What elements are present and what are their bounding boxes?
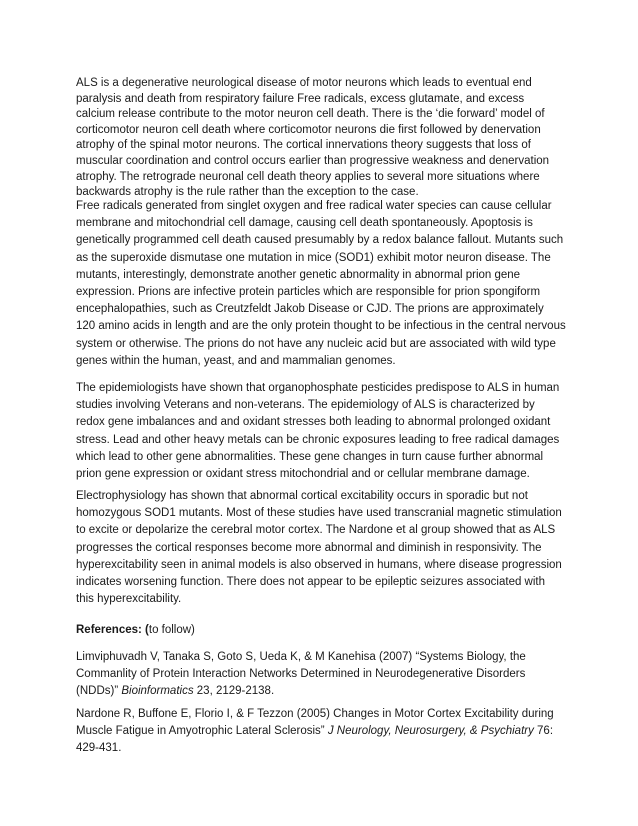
references-heading (76, 622, 566, 639)
reference-text: Limviphuvadh V, Tanaka S, Goto S, Ueda K, & M Kanehisa (2007) “Systems Biology, the Commanlity of Protein Interaction Networks Determined in Neurodegenerative Disorders (NDDs)” (76, 651, 526, 698)
reference-journal: J Neurology, Neurosurgery, & Psychiatry (327, 725, 534, 738)
references-heading-note: to follow) (148, 624, 195, 636)
paragraph-intro: ALS is a degenerative neurological disease of motor neurons which leads to eventual end paralysis and death from respiratory failure Free radicals, excess glutamate, and excess calcium release contribute to the motor neuron cell death. There is the ‘die forward’ model of corticomotor neuron cell death where corticomotor neurons die first followed by denervation atrophy of the spinal motor neurons. The cortical innervations theory suggests that loss of muscular coordination and control occurs earlier than progressive weakness and denervation atrophy. The retrograde neuronal cell death theory applies to several more situations where backwards atrophy is the rule rather than the exception to the case. (76, 77, 550, 199)
references-heading-label: References: ( (76, 624, 149, 636)
paragraph-electrophysiology: Electrophysiology has shown that abnormal cortical excitability occurs in sporadic but not homozygous SOD1 mutants. Most of these studies have used transcranial magnetic stimulation to excite or depolarize the cerebral motor cortex. The Nardone et al group showed that as ALS progresses the cortical responses become more abnormal and diminish in responsivity. The hyperexcitability seen in animal models is also observed in humans, where disease progression indicates worsening function. There does not appear to be epileptic seizures associated with this hyperexcitability. (76, 490, 562, 606)
reference-item (76, 649, 566, 701)
reference-item (76, 706, 566, 758)
reference-journal: Bioinformatics (121, 685, 194, 698)
reference-volume-pages: 76: 429-431. (76, 725, 554, 755)
reference-volume-pages: 23, 2129-2138. (193, 685, 275, 698)
reference-text: Nardone R, Buffone E, Florio I, & F Tezzon (2005) Changes in Motor Cortex Excitability during Muscle Fatigue in Amyotrophic Lateral Sclerosis” (76, 708, 554, 738)
paragraph-epidemiology: The epidemiologists have shown that organophosphate pesticides predispose to ALS in human studies involving Veterans and non-veterans. The epidemiology of ALS is characterized by redox gene imbalances and and oxidant stresses both leading to abnormal prolonged oxidant stress. Lead and other heavy metals can be chronic exposures leading to free radical damages which lead to other gene abnormalities. These gene changes in turn cause further abnormal prion gene expression or oxidant stress mitochondrial and or cellular membrane damage. (76, 382, 560, 481)
paragraph-free-radicals: Free radicals generated from singlet oxygen and free radical water species can cause cellular membrane and mitochondrial cell damage, causing cell death spontaneously. Apoptosis is genetically programmed cell death caused presumably by a redox balance fallout. Mutants such as the superoxide dismutase one mutation in mice (SOD1) exhibit motor neuron disease. The mutants, interestingly, demonstrate another genetic abnormality in abnormal prion gene expression. Prions are infective protein particles which are responsible for prion spongiform encephalopathies, such as Creutzfeldt Jakob Disease or CJD. The prions are approximately 120 amino acids in length and are the only protein thought to be infectious in the central nervous system or otherwise. The prions do not have any nucleic acid but are associated with wild type genes within the human, yeast, and and mammalian genomes. (76, 200, 566, 367)
